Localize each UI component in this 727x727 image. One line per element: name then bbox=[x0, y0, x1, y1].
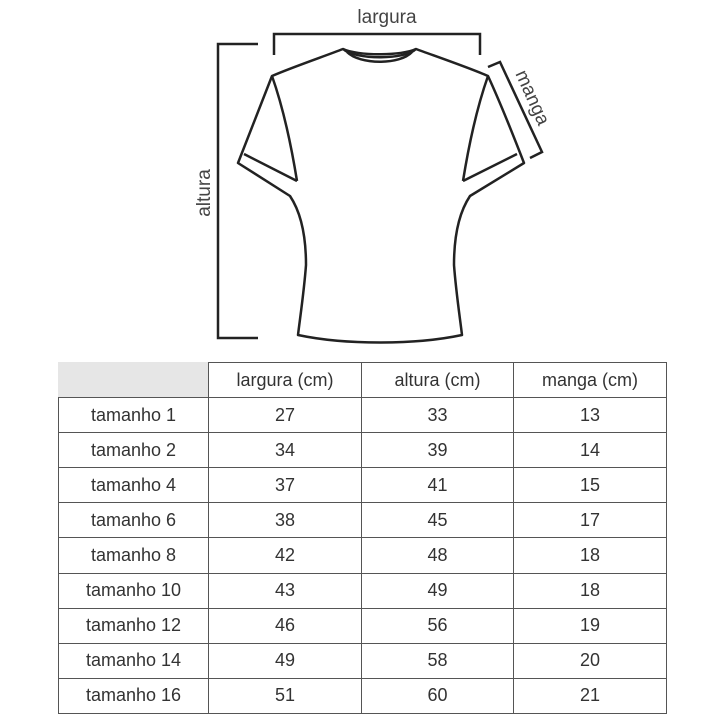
table-header-cell: altura (cm) bbox=[362, 363, 514, 398]
sleeve-cell: 21 bbox=[514, 678, 667, 713]
width-cell: 43 bbox=[209, 573, 362, 608]
width-cell: 49 bbox=[209, 643, 362, 678]
sleeve-cell: 18 bbox=[514, 538, 667, 573]
tshirt-icon bbox=[238, 49, 524, 343]
size-cell: tamanho 1 bbox=[59, 398, 209, 433]
size-cell: tamanho 8 bbox=[59, 538, 209, 573]
width-cell: 34 bbox=[209, 433, 362, 468]
height-cell: 49 bbox=[362, 573, 514, 608]
height-cell: 60 bbox=[362, 678, 514, 713]
height-cell: 45 bbox=[362, 503, 514, 538]
size-cell: tamanho 4 bbox=[59, 468, 209, 503]
size-cell: tamanho 10 bbox=[59, 573, 209, 608]
width-cell: 37 bbox=[209, 468, 362, 503]
table-header-cell: largura (cm) bbox=[209, 363, 362, 398]
sleeve-cell: 18 bbox=[514, 573, 667, 608]
width-cell: 42 bbox=[209, 538, 362, 573]
table-header-cell: manga (cm) bbox=[514, 363, 667, 398]
table-row bbox=[59, 398, 667, 433]
table-row bbox=[59, 433, 667, 468]
height-cell: 48 bbox=[362, 538, 514, 573]
table-row bbox=[59, 608, 667, 643]
size-cell: tamanho 16 bbox=[59, 678, 209, 713]
height-cell: 56 bbox=[362, 608, 514, 643]
height-label: altura bbox=[194, 169, 215, 217]
width-cell: 46 bbox=[209, 608, 362, 643]
height-cell: 41 bbox=[362, 468, 514, 503]
sleeve-cell: 14 bbox=[514, 433, 667, 468]
sleeve-cell: 15 bbox=[514, 468, 667, 503]
width-cell: 27 bbox=[209, 398, 362, 433]
height-cell: 33 bbox=[362, 398, 514, 433]
height-bracket bbox=[218, 44, 258, 338]
table-row bbox=[59, 573, 667, 608]
size-table bbox=[58, 362, 667, 714]
sleeve-cell: 13 bbox=[514, 398, 667, 433]
width-cell: 51 bbox=[209, 678, 362, 713]
width-bracket bbox=[274, 34, 480, 55]
size-cell: tamanho 12 bbox=[59, 608, 209, 643]
size-cell: tamanho 2 bbox=[59, 433, 209, 468]
tshirt-measurement-diagram bbox=[0, 0, 727, 360]
sleeve-label: manga bbox=[510, 66, 554, 129]
sleeve-cell: 19 bbox=[514, 608, 667, 643]
height-cell: 58 bbox=[362, 643, 514, 678]
table-header-row bbox=[59, 363, 667, 398]
height-cell: 39 bbox=[362, 433, 514, 468]
size-cell: tamanho 14 bbox=[59, 643, 209, 678]
width-label: largura bbox=[357, 7, 417, 28]
table-row bbox=[59, 643, 667, 678]
sleeve-cell: 17 bbox=[514, 503, 667, 538]
table-header-corner bbox=[59, 363, 209, 398]
table-row bbox=[59, 468, 667, 503]
table-row bbox=[59, 538, 667, 573]
size-cell: tamanho 6 bbox=[59, 503, 209, 538]
table-row bbox=[59, 678, 667, 713]
sleeve-cell: 20 bbox=[514, 643, 667, 678]
table-row bbox=[59, 503, 667, 538]
width-cell: 38 bbox=[209, 503, 362, 538]
